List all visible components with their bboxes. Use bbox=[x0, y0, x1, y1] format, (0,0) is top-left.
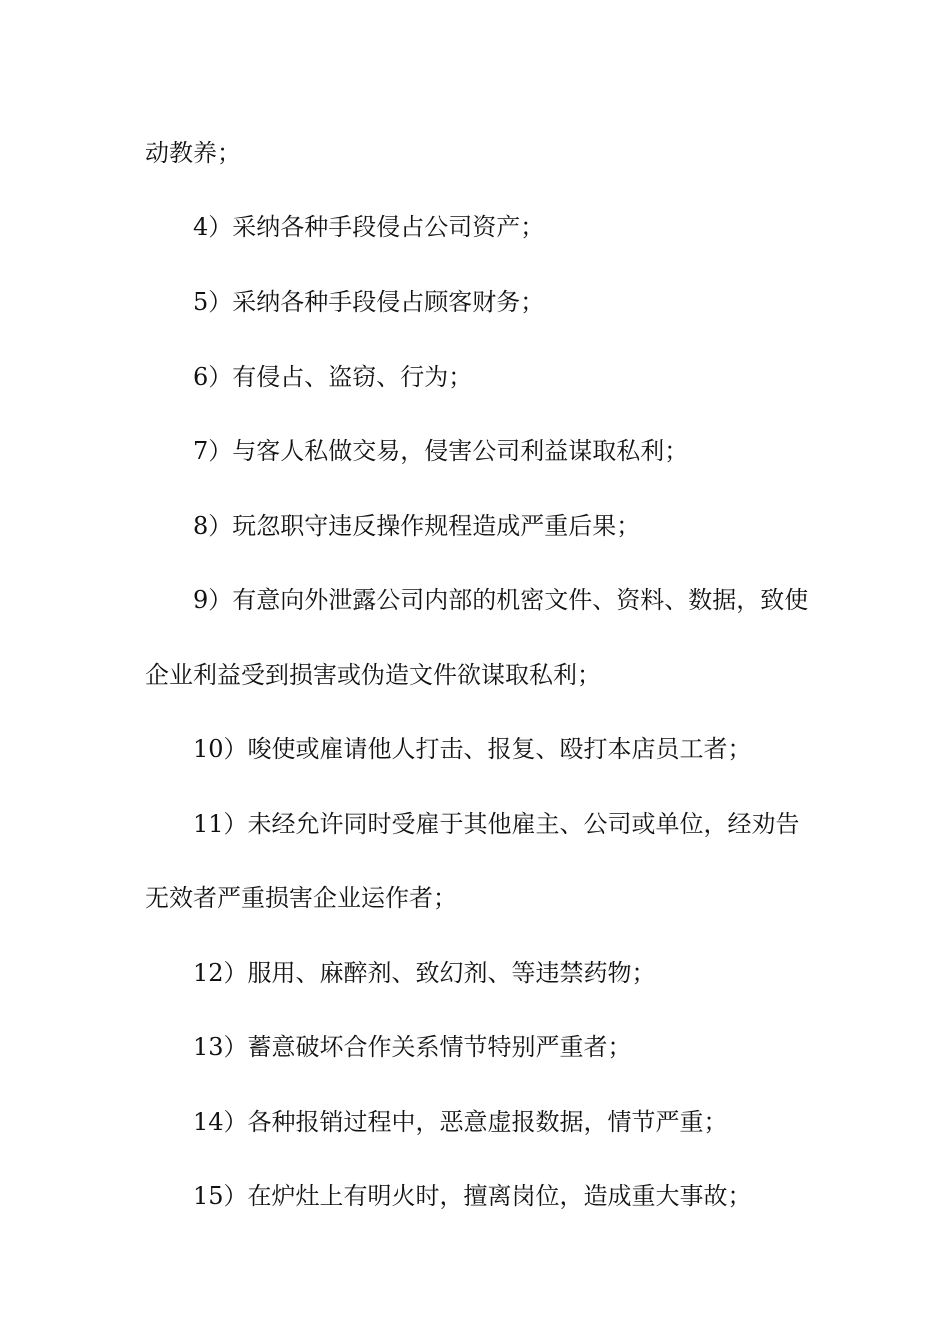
list-item-4: 4）采纳各种手段侵占公司资产； bbox=[193, 213, 545, 241]
list-item-10: 10）唆使或雇请他人打击、报复、殴打本店员工者； bbox=[193, 735, 752, 763]
list-item-9: 9）有意向外泄露公司内部的机密文件、资料、数据，致使 bbox=[193, 586, 809, 614]
list-item-11: 11）未经允许同时受雇于其他雇主、公司或单位，经劝告 bbox=[193, 810, 800, 838]
list-item-11-continuation: 无效者严重损害企业运作者； bbox=[145, 884, 457, 912]
list-item-15: 15）在炉灶上有明火时，擅离岗位，造成重大事故； bbox=[193, 1182, 752, 1210]
list-item-14: 14）各种报销过程中，恶意虚报数据，情节严重； bbox=[193, 1108, 728, 1136]
list-item-9-continuation: 企业利益受到损害或伪造文件欲谋取私利； bbox=[145, 661, 601, 689]
list-item-7: 7）与客人私做交易，侵害公司利益谋取私利； bbox=[193, 437, 689, 465]
list-item-12: 12）服用、麻醉剂、致幻剂、等违禁药物； bbox=[193, 959, 656, 987]
list-item-6: 6）有侵占、盗窃、行为； bbox=[193, 363, 473, 391]
list-item-13: 13）蓄意破坏合作关系情节特别严重者； bbox=[193, 1033, 632, 1061]
list-item-8: 8）玩忽职守违反操作规程造成严重后果； bbox=[193, 512, 641, 540]
list-item-5: 5）采纳各种手段侵占顾客财务； bbox=[193, 288, 545, 316]
text-line-continuation-1: 动教养； bbox=[145, 139, 241, 167]
